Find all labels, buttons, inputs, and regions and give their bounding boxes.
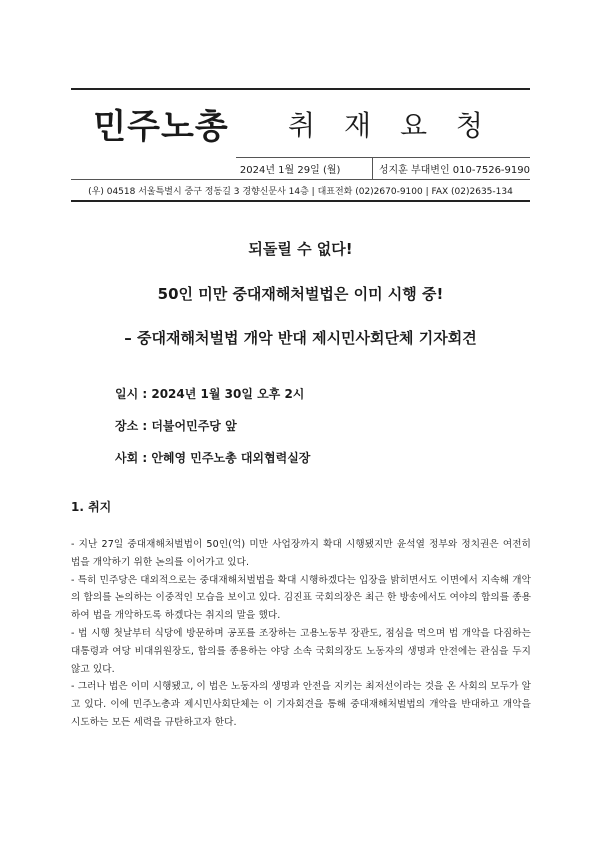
headline-2: 50인 미만 중대재해처벌법은 이미 시행 중! [157, 285, 444, 303]
document-date: 2024년 1월 29일 (월) [236, 157, 373, 180]
event-place: 장소 : 더불어민주당 앞 [115, 419, 237, 433]
headline-3: – 중대재해처벌법 개악 반대 제시민사회단체 기자회견 [124, 329, 477, 347]
section-heading: 1. 취지 [71, 500, 112, 514]
date-contact-row [71, 157, 530, 179]
address-line: (우) 04518 서울특별시 중구 정동길 3 경향신문사 14층 | 대표전화 (02)2670-9100 | FAX (02)2635-134 [71, 179, 530, 202]
event-datetime: 일시 : 2024년 1월 30일 오후 2시 [115, 387, 305, 401]
body-paragraph: - 그러나 법은 이미 시행됐고, 이 법은 노동자의 생명과 안전을 지키는 최저선이라는 것을 온 사회의 모두가 알고 있다. 이에 민주노총과 제시민사회단체는 이 기자회견을 통해 중대재해처벌법의 개악을 반대하고 개악을 시도하는 모든 세력을 규탄하고자 한다. [71, 681, 531, 728]
body-paragraph: - 특히 민주당은 대외적으로는 중대재해처벌법을 확대 시행하겠다는 입장을 밝히면서도 이면에서 지속해 개악의 합의를 논의하는 이중적인 모습을 보이고 있다. 김진표 국회의장은 최근 한 방송에서도 여야의 합의를 종용하여 법을 개악하도록 하겠다는 취지의 말을 했다. [71, 574, 531, 622]
doc-type-title: 취 재 요 청 [288, 108, 493, 142]
body-paragraph: - 지난 27일 중대재해처벌법이 50인(억) 미만 사업장까지 확대 시행됐지만 윤석열 정부와 정치권은 여전히 법을 개악하기 위한 논의를 이어가고 있다. [71, 539, 531, 568]
section-body [71, 536, 531, 732]
org-name: 민주노총 [93, 107, 229, 147]
headline-1: 되돌릴 수 없다! [248, 240, 353, 258]
body-paragraph: - 법 시행 첫날부터 식당에 방문하며 공포를 조장하는 고용노동부 장관도, 점심을 먹으며 법 개악을 다짐하는 대통령과 여당 비대위원장도, 합의를 종용하는 야당 소속 국회의장도 노동자의 생명과 안전에는 관심을 두지 않고 있다. [71, 627, 531, 675]
header-title-row [71, 90, 530, 157]
letterhead [71, 88, 530, 202]
contact-person: 성지훈 부대변인 010-7526-9190 [373, 157, 530, 180]
event-host: 사회 : 안혜영 민주노총 대외협력실장 [115, 451, 311, 465]
